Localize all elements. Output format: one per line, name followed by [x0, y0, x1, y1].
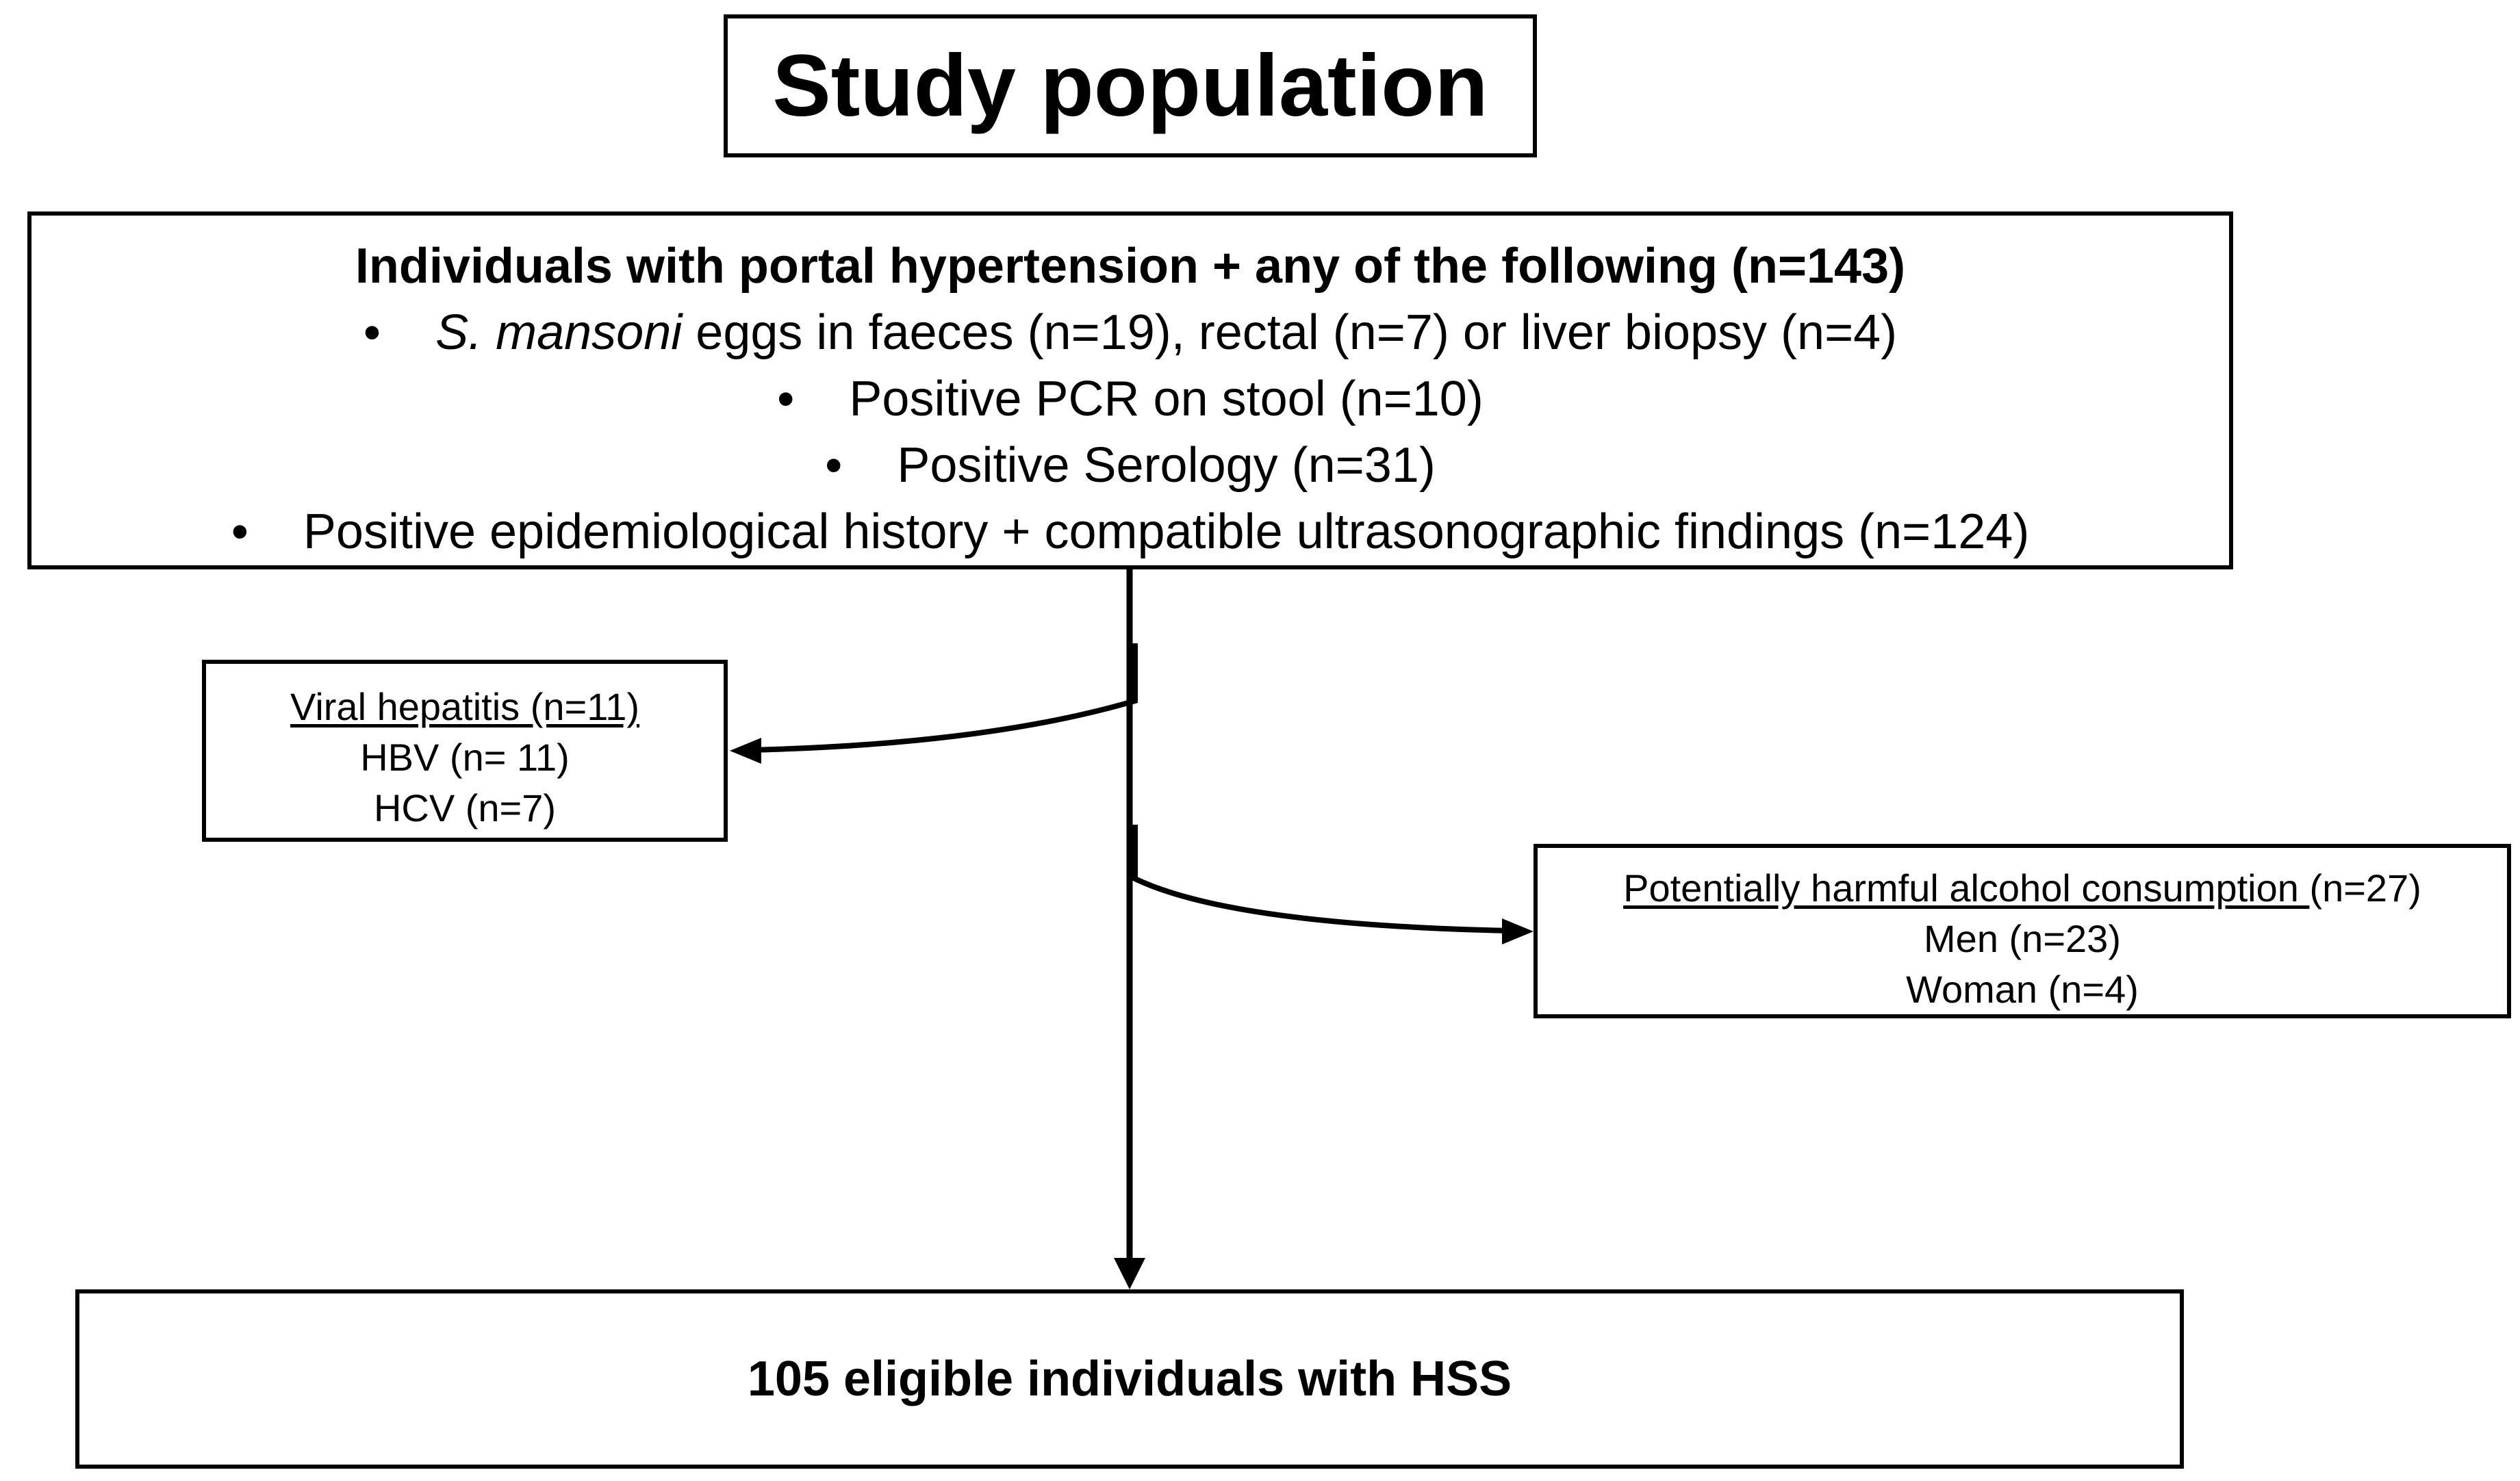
criteria-item-text: Positive PCR on stool (n=10)	[849, 372, 1484, 426]
alcohol-exclusion-arrowhead	[1502, 918, 1533, 944]
criteria-item-italic: S. mansoni	[435, 305, 683, 360]
alcohol-exclusion-box	[1533, 844, 2511, 1018]
eligible-result-text: 105 eligible individuals with HSS	[747, 1352, 1512, 1406]
woman-count: Woman (n=4)	[1906, 968, 2139, 1011]
criteria-item	[825, 433, 1436, 499]
alcohol-heading-underlined: Potentially harmful alcohol consumption	[1623, 866, 2310, 910]
inclusion-criteria-box	[27, 211, 2233, 569]
eligible-result-box	[75, 1289, 2184, 1469]
bullet-icon: •	[777, 372, 795, 426]
viral-exclusion-arrowhead	[730, 738, 761, 764]
bullet-icon: •	[825, 438, 843, 493]
alcohol-heading-count: (n=27)	[2309, 866, 2421, 910]
criteria-item-text: Positive epidemiological history + compatible ultrasonographic findings (n=124)	[303, 504, 2030, 559]
main-flow-arrowhead	[1114, 1258, 1145, 1289]
bullet-icon: •	[231, 504, 249, 559]
criteria-item-text: eggs in faeces (n=19), rectal (n=7) or liver biopsy (n=4)	[682, 305, 1898, 360]
inclusion-criteria-heading: Individuals with portal hypertension + any of the following (n=143)	[355, 239, 1906, 294]
men-count: Men (n=23)	[1924, 917, 2121, 960]
alcohol-heading	[1623, 863, 2421, 914]
bullet-icon: •	[363, 305, 381, 360]
viral-exclusion-arrow	[748, 643, 1135, 750]
criteria-item	[231, 499, 2030, 565]
viral-hepatitis-exclusion-box	[202, 660, 728, 842]
hbv-count: HBV (n= 11)	[360, 736, 570, 779]
criteria-item	[777, 366, 1484, 433]
alcohol-exclusion-arrow	[1135, 825, 1514, 931]
hcv-count: HCV (n=7)	[373, 786, 557, 829]
criteria-item-text: Positive Serology (n=31)	[897, 438, 1436, 493]
title-box	[724, 14, 1537, 157]
criteria-item	[364, 300, 1897, 366]
viral-hepatitis-heading: Viral hepatitis (n=11)	[290, 685, 639, 728]
diagram-title: Study population	[772, 36, 1488, 135]
